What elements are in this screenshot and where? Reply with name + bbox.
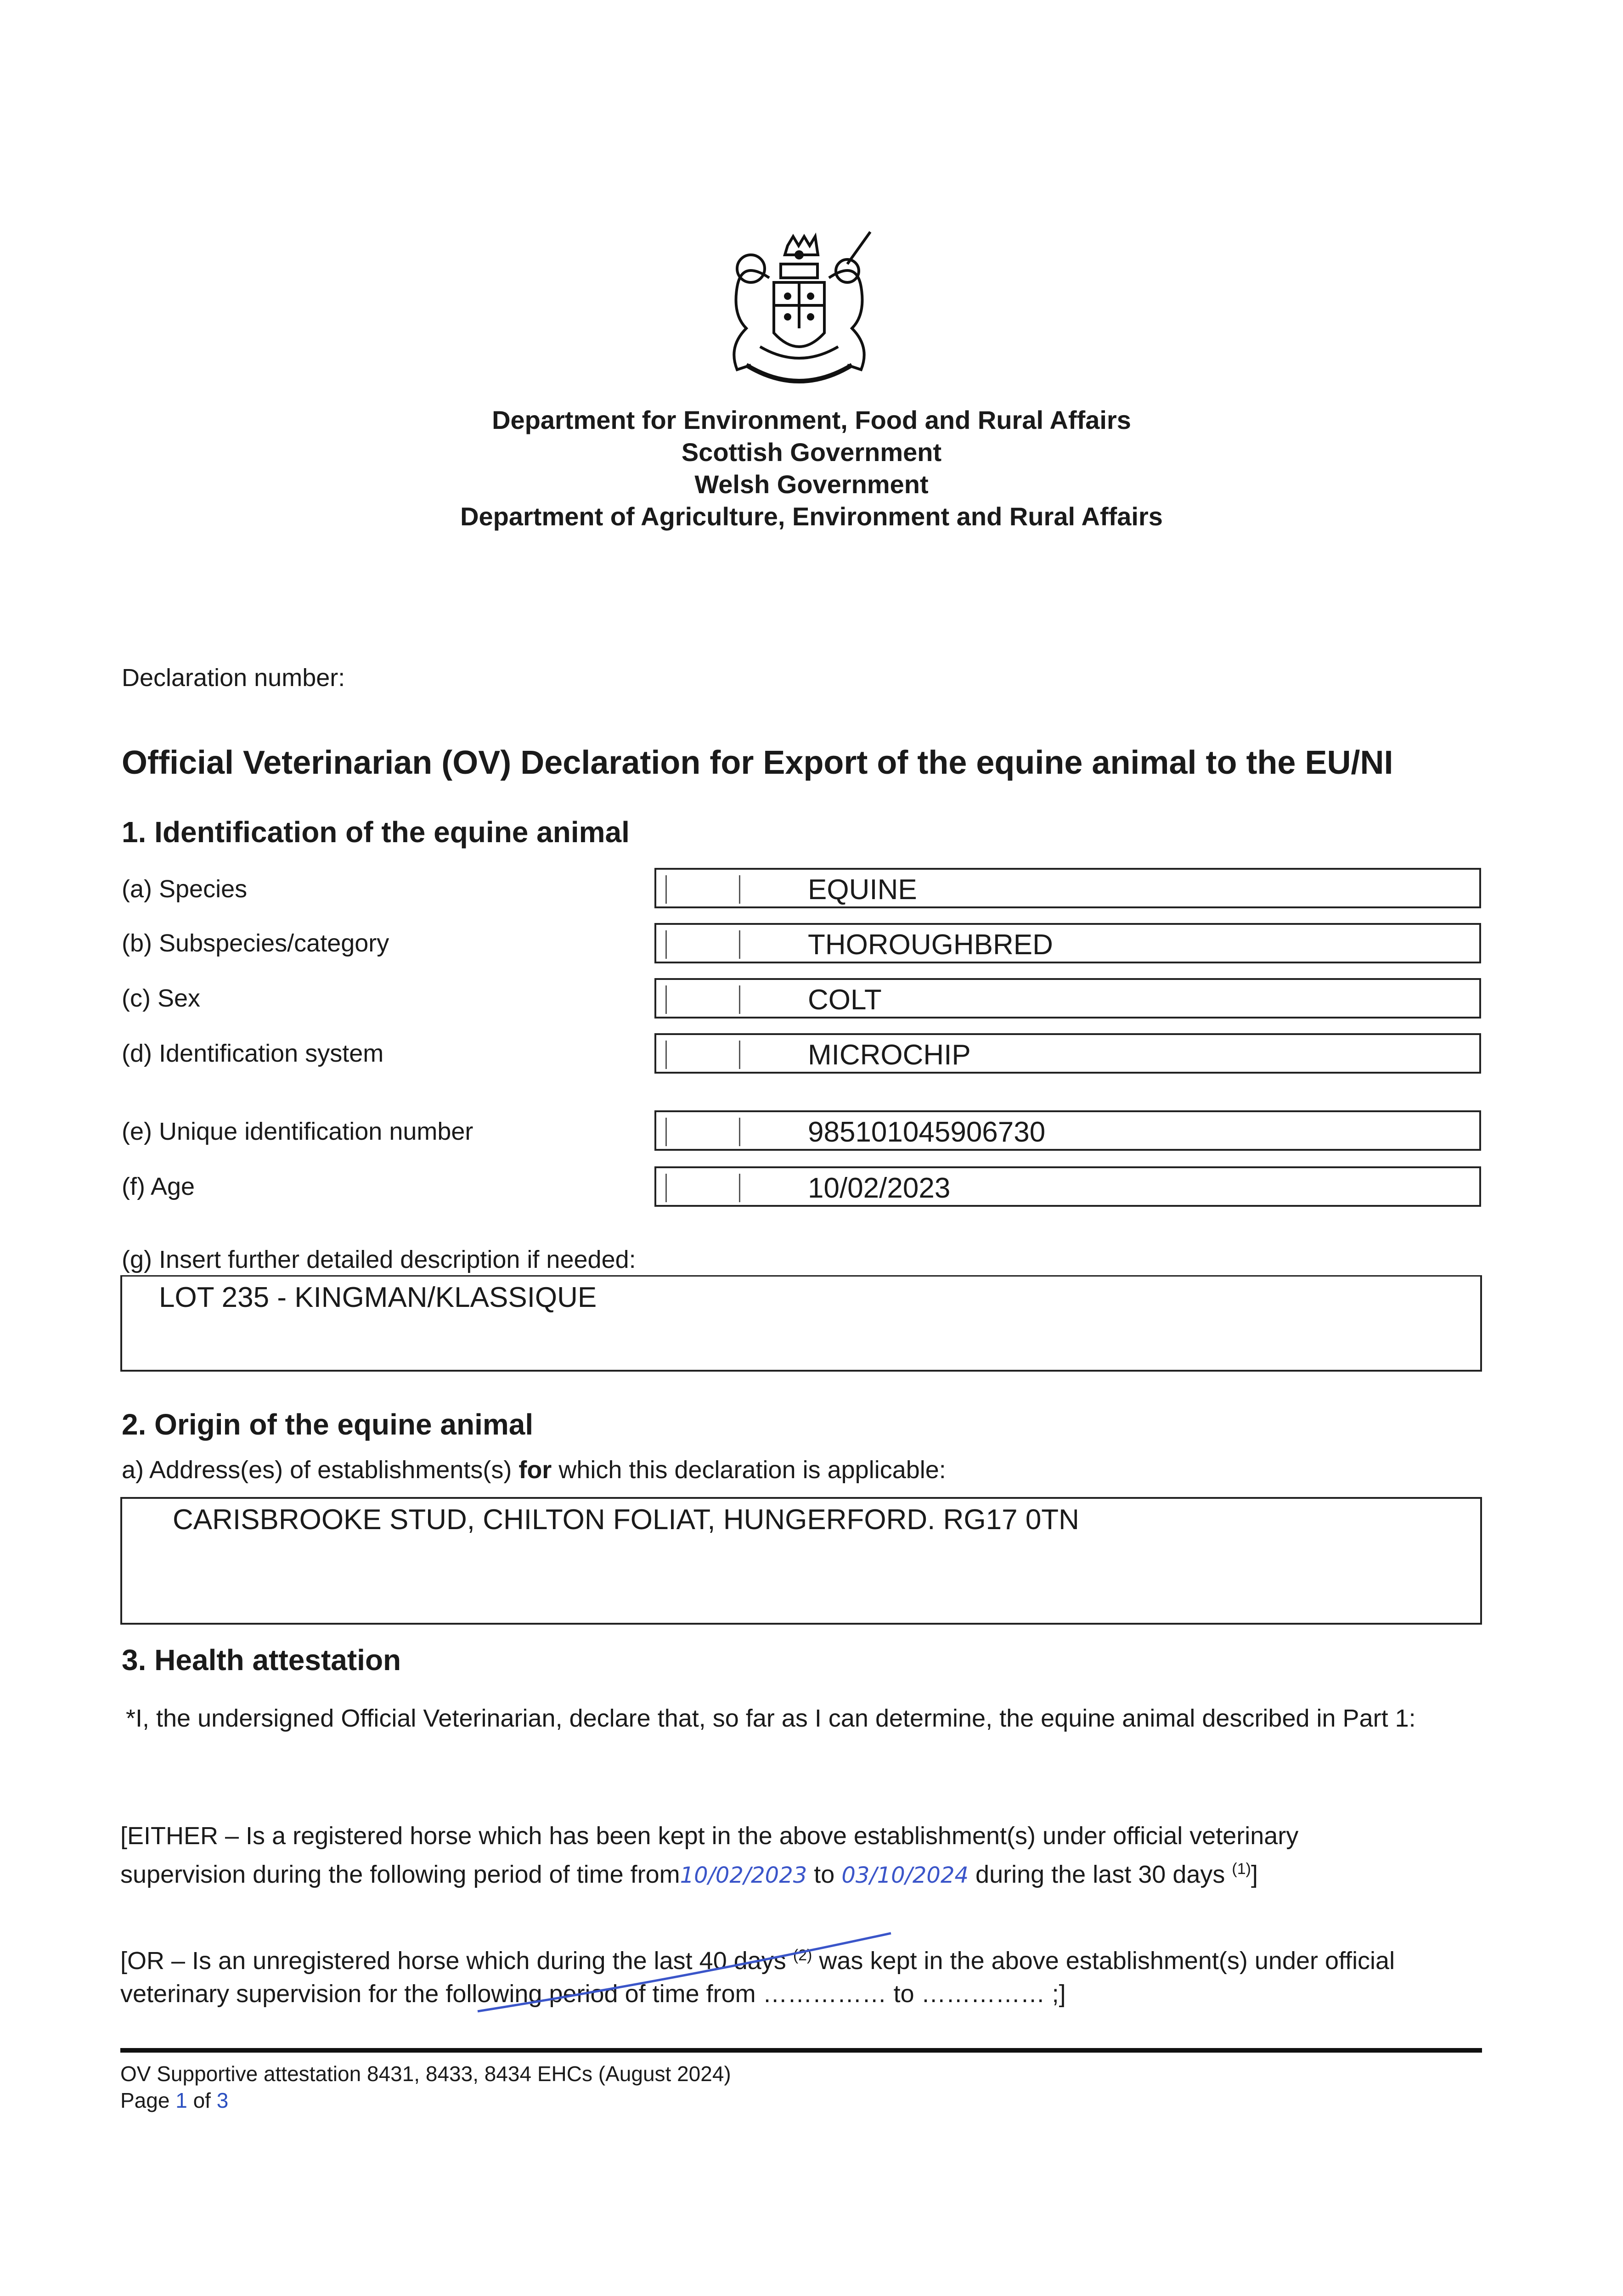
- section-1-heading: 1. Identification of the equine animal: [122, 816, 630, 849]
- department-line: Scottish Government: [681, 438, 942, 467]
- footer-rule: [120, 2048, 1482, 2053]
- page-indicator: [120, 2087, 731, 2114]
- field-label-age: (f) Age: [122, 1173, 195, 1200]
- field-box-age: [654, 1166, 1481, 1207]
- field-box-species: [654, 868, 1481, 908]
- or-text: was kept in the above establishment(s) under official: [819, 1947, 1395, 1975]
- or-text: [OR – Is an unregistered horse which during the last 40 days: [120, 1947, 786, 1975]
- document-title: Official Veterinarian (OV) Declaration for Export of the equine animal to the EU/NI: [122, 744, 1393, 781]
- page-footer: [120, 2060, 731, 2114]
- either-to-word: to: [814, 1861, 835, 1888]
- strike-through-mark: [473, 1924, 896, 2020]
- either-clause: [120, 1819, 1480, 1892]
- field-value-identification-system: MICROCHIP: [808, 1039, 971, 1071]
- field-label-identification-system: (d) Identification system: [122, 1040, 384, 1067]
- field-value-age: 10/02/2023: [808, 1172, 951, 1204]
- field-label-species: (a) Species: [122, 875, 248, 903]
- or-line-2: veterinary supervision for the following period of time from …………… to …………… ;]: [120, 1980, 1066, 2008]
- page-prefix: Page: [120, 2088, 170, 2112]
- origin-address-box: [120, 1497, 1482, 1625]
- either-line-1: [EITHER – Is a registered horse which has been kept in the above establishment(s) under official veterinary: [120, 1822, 1299, 1850]
- footer-attestation-ref: OV Supportive attestation 8431, 8433, 8434 EHCs (August 2024): [120, 2062, 731, 2086]
- either-text: during the last 30 days: [975, 1861, 1225, 1888]
- page-total: 3: [216, 2088, 229, 2112]
- origin-address-value: CARISBROOKE STUD, CHILTON FOLIAT, HUNGERFORD. RG17 0TN: [173, 1504, 1079, 1536]
- section-3-heading: 3. Health attestation: [122, 1643, 401, 1677]
- origin-label-part: which this declaration is applicable:: [558, 1456, 946, 1484]
- handwritten-to-date: 03/10/2024: [841, 1863, 969, 1888]
- field-value-sex: COLT: [808, 984, 882, 1016]
- health-intro-text: *I, the undersigned Official Veterinarian, declare that, so far as I can determine, the equine animal described in Part 1:: [126, 1705, 1416, 1732]
- field-label-sex: (c) Sex: [122, 985, 201, 1012]
- field-box-identification-system: [654, 1033, 1481, 1074]
- footnote-ref: (1): [1232, 1860, 1251, 1878]
- royal-coat-of-arms-icon: [700, 227, 898, 402]
- field-label-subspecies: (b) Subspecies/category: [122, 929, 389, 957]
- field-value-unique-id: 985101045906730: [808, 1116, 1046, 1148]
- department-line: Department of Agriculture, Environment and Rural Affairs: [460, 502, 1163, 531]
- further-description-label: (g) Insert further detailed description if needed:: [122, 1246, 636, 1273]
- origin-label-bold: for: [518, 1456, 552, 1484]
- page-of: of: [193, 2088, 211, 2112]
- declaration-number-label: Declaration number:: [122, 664, 345, 692]
- origin-label-part: a) Address(es) of establishments(s): [122, 1456, 512, 1484]
- field-value-subspecies: THOROUGHBRED: [808, 929, 1053, 961]
- department-line: Department for Environment, Food and Rural Affairs: [492, 405, 1131, 434]
- either-text: supervision during the following period of time from: [120, 1861, 680, 1888]
- field-value-species: EQUINE: [808, 874, 917, 906]
- further-description-value: LOT 235 - KINGMAN/KLASSIQUE: [159, 1282, 597, 1313]
- issuing-departments: [0, 404, 1623, 533]
- field-box-subspecies: [654, 923, 1481, 963]
- handwritten-from-date: 10/02/2023: [680, 1863, 807, 1888]
- further-description-box: [120, 1275, 1482, 1372]
- origin-address-label: [122, 1456, 946, 1484]
- section-2-heading: 2. Origin of the equine animal: [122, 1408, 534, 1441]
- department-line: Welsh Government: [694, 470, 929, 499]
- field-box-sex: [654, 978, 1481, 1019]
- field-label-unique-id: (e) Unique identification number: [122, 1118, 473, 1145]
- field-box-unique-id: [654, 1110, 1481, 1151]
- footnote-ref: (2): [793, 1947, 812, 1964]
- page-current: 1: [175, 2088, 187, 2112]
- either-line-2: [120, 1852, 1480, 1892]
- either-close: ]: [1251, 1861, 1258, 1888]
